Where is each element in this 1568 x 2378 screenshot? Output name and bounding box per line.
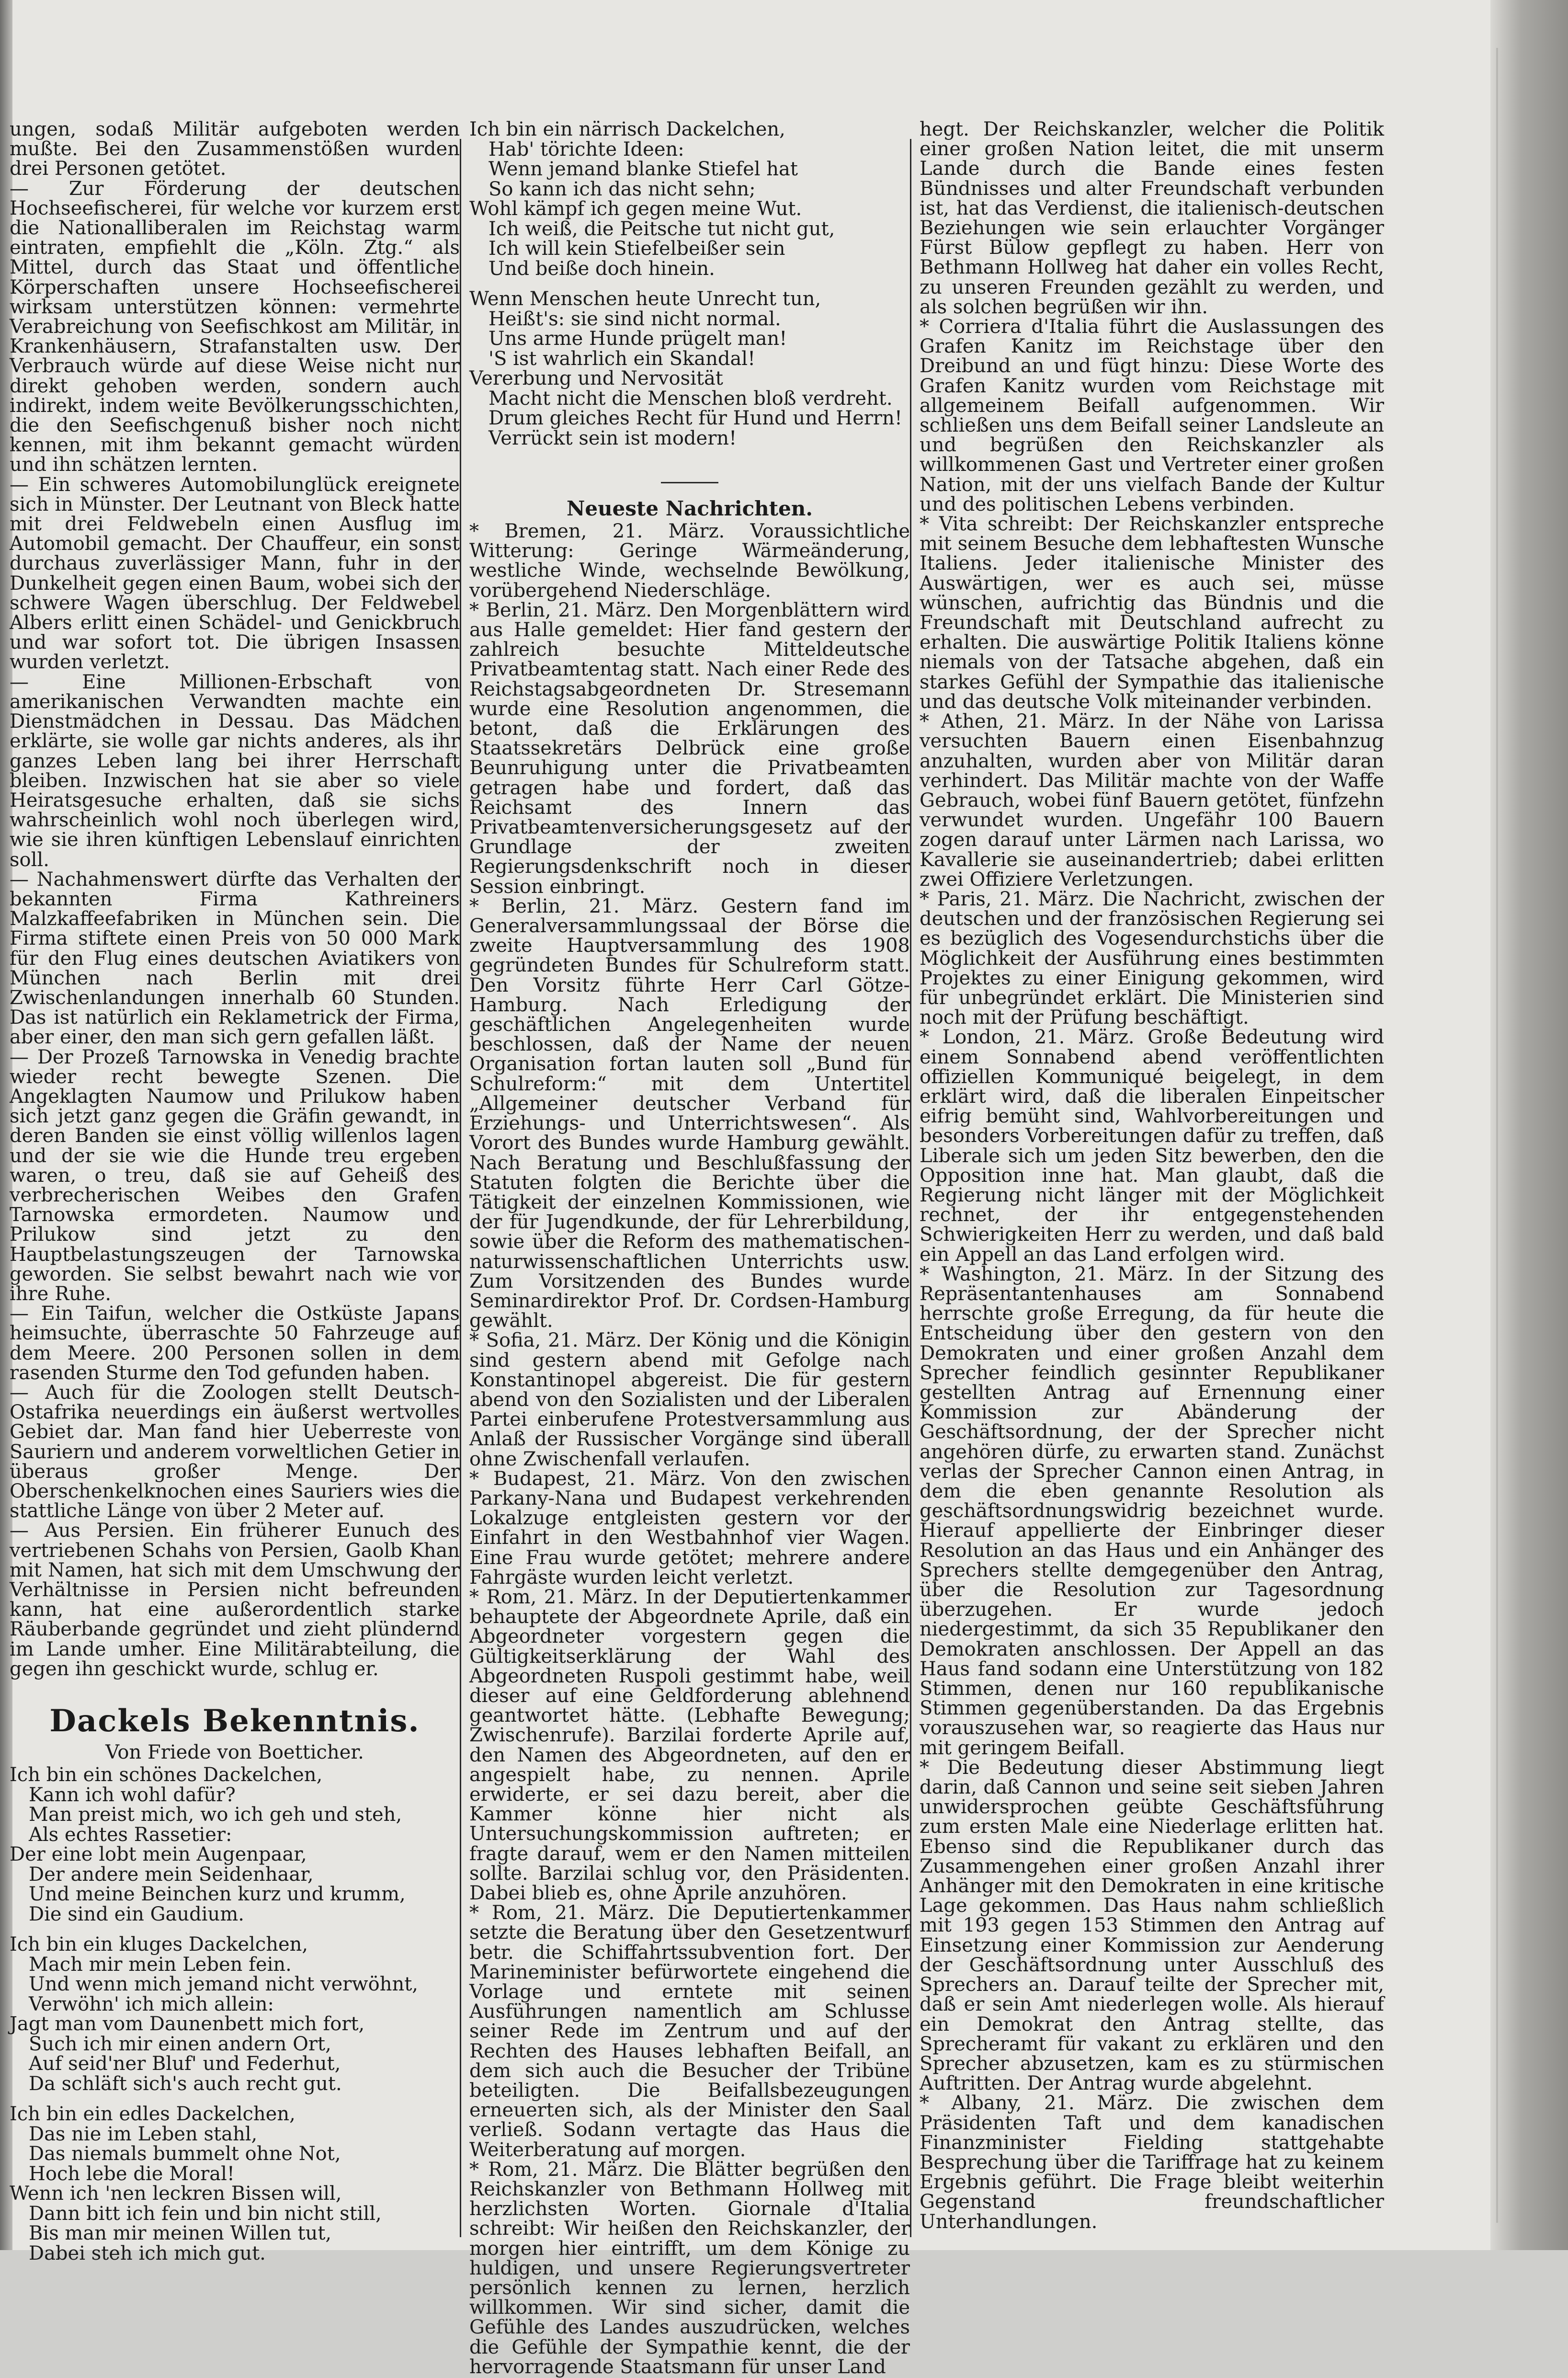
news-paragraph: * Albany, 21. März. Die zwischen dem Präsidenten Taft und dem kanadischen Finanzminister Fielding stattgehabte Besprechung über die Tariffrage hat zu keinem Ergebnis geführt. Die Frage bleibt weiterhin Gegenstand freundschaftlicher Unterhandlungen. xyxy=(920,2092,1384,2233)
news-paragraph: * Athen, 21. März. In der Nähe von Larissa versuchten Bauern einen Eisenbahnzug anzuhalten, wurden aber von Militär daran verhindert. Das Militär machte von der Waffe Gebrauch, wobei fünf Bauern getötet, fünfzehn verwundet wurden. Ungefähr 100 Bauern zogen darauf unter Lärmen nach Larissa, wo Kavallerie sie auseinandertrieb; dabei erlitten zwei Offiziere Verletzungen. xyxy=(920,710,1384,891)
column-rule xyxy=(460,139,461,2237)
poem-line: Drum gleiches Recht für Hund und Herrn! xyxy=(489,407,902,429)
poem-line: Dabei steh ich mich gut. xyxy=(29,2242,266,2264)
poem-line: Wenn ich 'nen leckren Bissen will, xyxy=(10,2183,342,2205)
poem-line: Wenn Menschen heute Unrecht tun, xyxy=(469,288,821,310)
poem-line: Wenn jemand blanke Stiefel hat xyxy=(489,158,798,180)
news-paragraph: ungen, sodaß Militär aufgeboten werden mußte. Bei den Zusammenstößen wurden drei Personen getötet. xyxy=(10,118,460,180)
news-paragraph: * Rom, 21. März. In der Deputiertenkammer behauptete der Abgeordnete Aprile, daß ein Abgeordneter vorgestern gegen die Gültigkeitserklärung der Wahl des Abgeordneten Ruspoli gestimmt habe, weil dieser auf eine Geldforderung ablehnend geantwortet hätte. (Lebhafte Bewegung; Zwischenrufe). Barzilai forderte Aprile auf, den Namen des Abgeordneten, auf den er angespielt habe, zu nennen. Aprile erwiderte, er sei dazu bereit, aber die Kammer könne hier nicht als Untersuchungskommission auftreten; er fragte darauf, wem er den Namen mitteilen sollte. Barzilai schlug vor, den Präsidenten. Dabei blieb es, ohne Aprile anzuhören. xyxy=(469,1586,910,1905)
poem-line: Bis man mir meinen Willen tut, xyxy=(29,2222,332,2245)
news-items xyxy=(10,120,460,1679)
poem-line: Ich weiß, die Peitsche tut nicht gut, xyxy=(489,217,835,240)
poem-line: Ich will kein Stiefelbeißer sein xyxy=(489,238,785,260)
poem-line: Verwöhn' ich mich allein: xyxy=(29,1993,274,2015)
news-paragraph: — Nachahmenswert dürfte das Verhalten der bekannten Firma Kathreiners Malzkaffeefabriken in München sein. Die Firma stiftete einen Preis von 50 000 Mark für den Flug eines deutschen Aviatikers von München nach Berlin mit drei Zwischenlandungen innerhalb 60 Stunden. Das ist natürlich ein Reklametrick der Firma, aber einer, den man sich gern gefallen läßt. xyxy=(10,868,460,1049)
news-paragraph: — Der Prozeß Tarnowska in Venedig brachte wieder recht bewegte Szenen. Die Angeklagten Naumow und Prilukow haben sich jetzt ganz gegen die Gräfin gewandt, in deren Banden sie einst völlig willenlos lagen und der sie wie die Hunde treu ergeben waren, o treu, daß sie auf Geheiß des verbrecherischen Weibes den Grafen Tarnowska ermordeten. Naumow und Prilukow sind jetzt zu den Hauptbelastungszeugen der Tarnowska geworden. Sie selbst bewahrt nach wie vor ihre Ruhe. xyxy=(10,1046,460,1305)
news-section-title: Neueste Nachrichten. xyxy=(567,497,813,520)
poem-line: Uns arme Hunde prügelt man! xyxy=(489,328,787,350)
column-middle xyxy=(469,120,910,2377)
news-paragraph: — Eine Millionen-Erbschaft von amerikanischen Verwandten machte ein Dienstmädchen in Dessau. Das Mädchen erklärte, sie wolle gar nichts anderes, als ihr ganzes Leben lang bei ihrer Herrschaft bleiben. Inzwischen hat sie aber so viele Heiratsgesuche erhalten, daß sie sichs wahrscheinlich wohl noch überlegen wird, wie sie ihren künftigen Lebenslauf einrichten soll. xyxy=(10,671,460,871)
poem-line: Der andere mein Seidenhaar, xyxy=(29,1863,314,1886)
poem-line: Ich bin ein edles Dackelchen, xyxy=(10,2103,295,2126)
poem-line: Jagt man vom Daunenbett mich fort, xyxy=(10,2013,365,2035)
news-paragraph: — Auch für die Zoologen stellt Deutsch-Ostafrika neuerdings ein äußerst wertvolles Gebiet dar. Man fand hier Ueberreste von Sauriern und anderem vorweltlichen Getier in überaus großer Menge. Der Oberschenkelknochen eines Sauriers wies die stattliche Länge von über 2 Meter auf. xyxy=(10,1382,460,1522)
news-paragraph: * Budapest, 21. März. Von den zwischen Parkany-Nana und Budapest verkehrenden Lokalzuge entgleisten gestern vor der Einfahrt in den Westbahnhof vier Wagen. Eine Frau wurde getötet; mehrere andere Fahrgäste wurden leicht verletzt. xyxy=(469,1467,910,1589)
poem-line: Ich bin ein schönes Dackelchen, xyxy=(10,1764,323,1786)
poem-line: Das nie im Leben stahl, xyxy=(29,2123,258,2145)
news-paragraph: * Washington, 21. März. In der Sitzung des Repräsentantenhauses am Sonnabend herrschte große Erregung, da für heute die Entscheidung über den gestern von den Demokraten und einer großen Anzahl dem Sprecher feindlich gesinnter Republikaner gestellten Antrag auf Ernennung einer Kommission zur Abänderung der Geschäftsordnung, der der Sprecher nicht angehören dürfe, zu erwarten stand. Zunächst verlas der Sprecher Cannon einen Antrag, in dem die eben genannte Resolution als geschäftsordnungswidrig bezeichnet wurde. Hierauf appellierte der Einbringer dieser Resolution an das Haus und ein Anhänger des Sprechers stellte demgegenüber den Antrag, über die Resolution zur Tagesordnung überzugehen. Er wurde jedoch niedergestimmt, da sich 35 Republikaner den Demokraten anschlossen. Der Appell an das Haus fand sodann eine Unterstützung von 182 Stimmen, denen nur 160 republikanische Stimmen gegenüberstanden. Da das Ergebnis vorauszusehen war, so reagierte das Haus nur mit geringem Beifall. xyxy=(920,1263,1384,1759)
poem-continuation xyxy=(469,120,910,448)
news-paragraph: — Ein Taifun, welcher die Ostküste Japans heimsuchte, überraschte 50 Fahrzeuge auf dem Meere. 200 Personen sollen in dem rasenden Sturme den Tod gefunden haben. xyxy=(10,1303,460,1384)
news-items xyxy=(469,522,910,2377)
news-items xyxy=(920,120,1384,2232)
poem-line: Vererbung und Nervosität xyxy=(469,367,723,389)
poem-line: Und meine Beinchen kurz und krumm, xyxy=(29,1883,406,1906)
news-paragraph: * London, 21. März. Große Bedeutung wird einem Sonnabend abend veröffentlichten offiziellen Kommuniqué beigelegt, in dem erklärt wird, daß die liberalen Einpeitscher eifrig bemüht sind, Wahlvorbereitungen und besonders Vorbereitungen dafür zu treffen, daß Liberale sich um jeden Sitz bewerben, den die Opposition inne hat. Man glaubt, daß die Regierung nicht länger mit der Möglichkeit rechnet, der ihr entgegenstehenden Schwierigkeiten Herr zu werden, und daß bald ein Appell an das Land erfolgen wird. xyxy=(920,1026,1384,1266)
news-paragraph: * Bremen, 21. März. Voraussichtliche Witterung: Geringe Wärmeänderung, westliche Winde, wechselnde Bewölkung, vorübergehend Niederschläge. xyxy=(469,520,910,602)
poem-line: Heißt's: sie sind nicht normal. xyxy=(489,308,781,330)
poem-line: Ich bin ein närrisch Dackelchen, xyxy=(469,118,785,140)
poem-line: Such ich mir einen andern Ort, xyxy=(29,2033,331,2055)
poem-line: Und wenn mich jemand nicht verwöhnt, xyxy=(29,1973,419,1996)
poem-line: Als echtes Rassetier: xyxy=(29,1823,232,1846)
news-paragraph: * Corriera d'Italia führt die Auslassungen des Grafen Kanitz im Reichstage über den Dreibund an und fügt hinzu: Diese Worte des Grafen Kanitz wurden vom Reichstage mit allgemeinem Beifall aufgenommen. Wir schließen uns dem Beifall seiner Landsleute an und begrüßen den Reichskanzler als willkommenen Gast und Vertreter einer großen Nation, mit der uns vielfach Bande der Kultur und des politischen Lebens verbinden. xyxy=(920,316,1384,515)
poem-line: Macht nicht die Menschen bloß verdreht. xyxy=(489,387,893,410)
news-paragraph: hegt. Der Reichskanzler, welcher die Politik einer großen Nation leitet, die mit unserm Lande durch die Bande eines festen Bündnisses und alter Freundschaft verbunden ist, hat das Verdienst, die italienisch-deutschen Beziehungen wie sein erlauchter Vorgänger Fürst Bülow gepflegt zu haben. Herr von Bethmann Hollweg hat daher ein volles Recht, zu unseren Freunden gezählt zu werden, und als solchen begrüßen wir ihn. xyxy=(920,118,1384,318)
poem-line: Das niemals bummelt ohne Not, xyxy=(29,2143,341,2165)
poem-byline: Von Friede von Boetticher. xyxy=(105,1741,364,1764)
poem-line: Hoch lebe die Moral! xyxy=(29,2162,235,2185)
poem-line: Die sind ein Gaudium. xyxy=(29,1903,244,1925)
poem-line: Verrückt sein ist modern! xyxy=(489,427,737,449)
column-right xyxy=(920,120,1384,2232)
poem-line: Kann ich wohl dafür? xyxy=(29,1784,236,1806)
news-paragraph: * Rom, 21. März. Die Deputiertenkammer setzte die Beratung über den Gesetzentwurf betr. die Schiffahrtssubvention fort. Der Marineminister befürwortete eingehend die Vorlage und erntete mit seinen Ausführungen namentlich am Schlusse seiner Rede im Zentrum und auf der Rechten des Hauses lebhaften Beifall, an dem sich auch die Besucher der Tribüne beteiligten. Die Beifallsbezeugungen erneuerten sich, als der Minister den Saal verließ. Sodann vertagte das Haus die Weiterberatung auf morgen. xyxy=(469,1902,910,2161)
column-rule xyxy=(910,139,911,2237)
poem-line: Ich bin ein kluges Dackelchen, xyxy=(10,1933,308,1956)
column-left xyxy=(10,120,460,2264)
poem-line: Hab' törichte Ideen: xyxy=(489,138,684,160)
news-paragraph: * Vita schreibt: Der Reichskanzler entspreche mit seinem Besuche dem lebhaftesten Wunsche Italiens. Jeder italienische Minister des Auswärtigen, wer es auch sei, müsse wünschen, aufrichtig das Bündnis und die Freundschaft mit Deutschland aufrecht zu erhalten. Die auswärtige Politik Italiens könne niemals von der Tatsache abgehen, daß ein starkes Gefühl der Sympathie das italienische und das deutsche Volk miteinander verbinden. xyxy=(920,513,1384,713)
news-paragraph: * Berlin, 21. März. Gestern fand im Generalversammlungssaal der Börse die zweite Hauptversammlung des 1908 gegründeten Bundes für Schulreform statt. Den Vorsitz führte Herr Carl Götze-Hamburg. Nach Erledigung der geschäftlichen Angelegenheiten wurde beschlossen, daß der Name der neuen Organisation fortan lauten soll „Bund für Schulreform:“ mit dem Untertitel „Allgemeiner deutscher Verband für Erziehungs- und Unterrichtswesen“. Als Vorort des Bundes wurde Hamburg gewählt. Nach Beratung und Beschlußfassung der Statuten folgten die Berichte über die Tätigkeit der einzelnen Kommissionen, wie der für Jugendkunde, der für Lehrerbildung, sowie über die Reform des mathematischen-naturwissenschaftlichen Unterrichts usw. Zum Vorsitzenden des Bundes wurde Seminardirektor Prof. Dr. Cordsen-Hamburg gewählt. xyxy=(469,895,910,1332)
news-paragraph: * Rom, 21. März. Die Blätter begrüßen den Reichskanzler von Bethmann Hollweg mit herzlichsten Worten. Giornale d'Italia schreibt: Wir heißen den Reichskanzler, der morgen hier eintrifft, um dem Könige zu huldigen, und unsere Regierungsvertreter persönlich kennen zu lernen, herzlich willkommen. Wir sind sicher, damit die Gefühle des Landes auszudrücken, welches die Gefühle der Sympathie kennt, die der hervorragende Staatsmann für unser Land xyxy=(469,2158,910,2378)
news-paragraph: — Ein schweres Automobilunglück ereignete sich in Münster. Der Leutnant von Bleck hatte mit drei Feldwebeln einen Ausflug im Automobil gemacht. Der Chauffeur, ein sonst durchaus zuverlässiger Mann, fuhr in der Dunkelheit gegen einen Baum, wobei sich der schwere Wagen überschlug. Der Feldwebel Albers erlitt einen Schädel- und Genickbruch und war sofort tot. Die übrigen Insassen wurden verletzt. xyxy=(10,473,460,674)
news-paragraph: — Aus Persien. Ein früherer Eunuch des vertriebenen Schahs von Persien, Gaolb Khan mit Namen, hat sich mit dem Umschwung der Verhältnisse in Persien nicht befreunden kann, hat eine außerordentlich starke Räuberbande gegründet und zieht plündernd im Lande umher. Eine Militärabteilung, die gegen ihn geschickt wurde, schlug er. xyxy=(10,1520,460,1680)
news-paragraph: * Die Bedeutung dieser Abstimmung liegt darin, daß Cannon und seine seit sieben Jahren unwidersprochen geübte Geschäftsführung zum ersten Male eine Niederlage erlitten hat. Ebenso sind die Republikaner durch das Zusammengehen einer großen Anzahl ihrer Anhänger mit den Demokraten in eine kritische Lage gekommen. Das Haus nahm schließlich mit 193 gegen 153 Stimmen den Antrag auf Einsetzung einer Kommission zur Aenderung der Geschäftsordnung unter Ausschluß des Sprechers an. Darauf teilte der Sprecher mit, daß er sein Amt niederlegen wolle. Als hierauf ein Demokrat den Antrag stellte, das Sprecheramt für vakant zu erklären und den Sprecher abzusetzen, kam es zu stürmischen Auftritten. Der Antrag wurde abgelehnt. xyxy=(920,1756,1384,2095)
news-paragraph: * Berlin, 21. März. Den Morgenblättern wird aus Halle gemeldet: Hier fand gestern der zahlreich besuchte Mitteldeutsche Privatbeamtentag statt. Nach einer Rede des Reichstagsabgeordneten Dr. Stresemann wurde eine Resolution angenommen, die betont, daß die Erklärungen des Staatssekretärs Delbrück eine große Beunruhigung unter die Privatbeamten getragen habe und fordert, daß das Reichsamt des Innern das Privatbeamtenversicherungsgesetz auf der Grundlage der zweiten Regierungsdenkschrift noch in dieser Session einbringt. xyxy=(469,599,910,898)
poem-line: Und beiße doch hinein. xyxy=(489,257,715,280)
page-edge xyxy=(1490,0,1568,2250)
poem-line: Der eine lobt mein Augenpaar, xyxy=(10,1843,307,1866)
poem-line: Man preist mich, wo ich geh und steh, xyxy=(29,1804,402,1826)
news-paragraph: * Paris, 21. März. Die Nachricht, zwischen der deutschen und der französischen Regierung sei es bezüglich des Vogesendurchstichs über die Möglichkeit der Ausführung eines bestimmten Projektes zu einer Einigung gekommen, wird für unbegründet erklärt. Die Ministerien sind noch mit der Prüfung beschäftigt. xyxy=(920,888,1384,1029)
poem-line: Da schläft sich's auch recht gut. xyxy=(29,2072,342,2095)
poem-line: Auf seid'ner Bluf' und Federhut, xyxy=(29,2053,341,2075)
poem-line: So kann ich das nicht sehn; xyxy=(489,178,756,200)
poem-line: Dann bitt ich fein und bin nicht still, xyxy=(29,2202,382,2225)
poem-line: Mach mir mein Leben fein. xyxy=(29,1953,292,1976)
poem-text xyxy=(10,1765,460,2264)
news-paragraph: * Sofia, 21. März. Der König und die Königin sind gestern abend mit Gefolge nach Konstantinopel abgereist. Die für gestern abend von den Sozialisten und der Liberalen Partei einberufene Protestversammlung aus Anlaß der Russischer Vorgänge sind überall ohne Zwischenfall verlaufen. xyxy=(469,1329,910,1470)
poem-line: Wohl kämpf ich gegen meine Wut. xyxy=(469,198,802,220)
poem-title: Dackels Bekenntnis. xyxy=(49,1703,420,1739)
news-paragraph: — Zur Förderung der deutschen Hochseefischerei, für welche vor kurzem erst die Nationalliberalen im Reichstag warm eintraten, empfiehlt die „Köln. Ztg.“ als Mittel, durch das Staat und öffentliche Körperschaften unsere Hochseefischerei wirksam unterstützen können: vermehrte Verabreichung von Seefischkost am Militär, in Krankenhäusern, Strafanstalten usw. Der Verbrauch würde auf diese Weise nicht nur direkt gehoben werden, sondern auch indirekt, indem weite Bevölkerungsschichten, die den Seefischgenuß bisher noch nicht kennen, mit ihm bekannt gemacht würden und ihn schätzen lernten. xyxy=(10,177,460,476)
section-rule xyxy=(661,482,718,483)
poem-line: 'S ist wahrlich ein Skandal! xyxy=(489,347,756,370)
